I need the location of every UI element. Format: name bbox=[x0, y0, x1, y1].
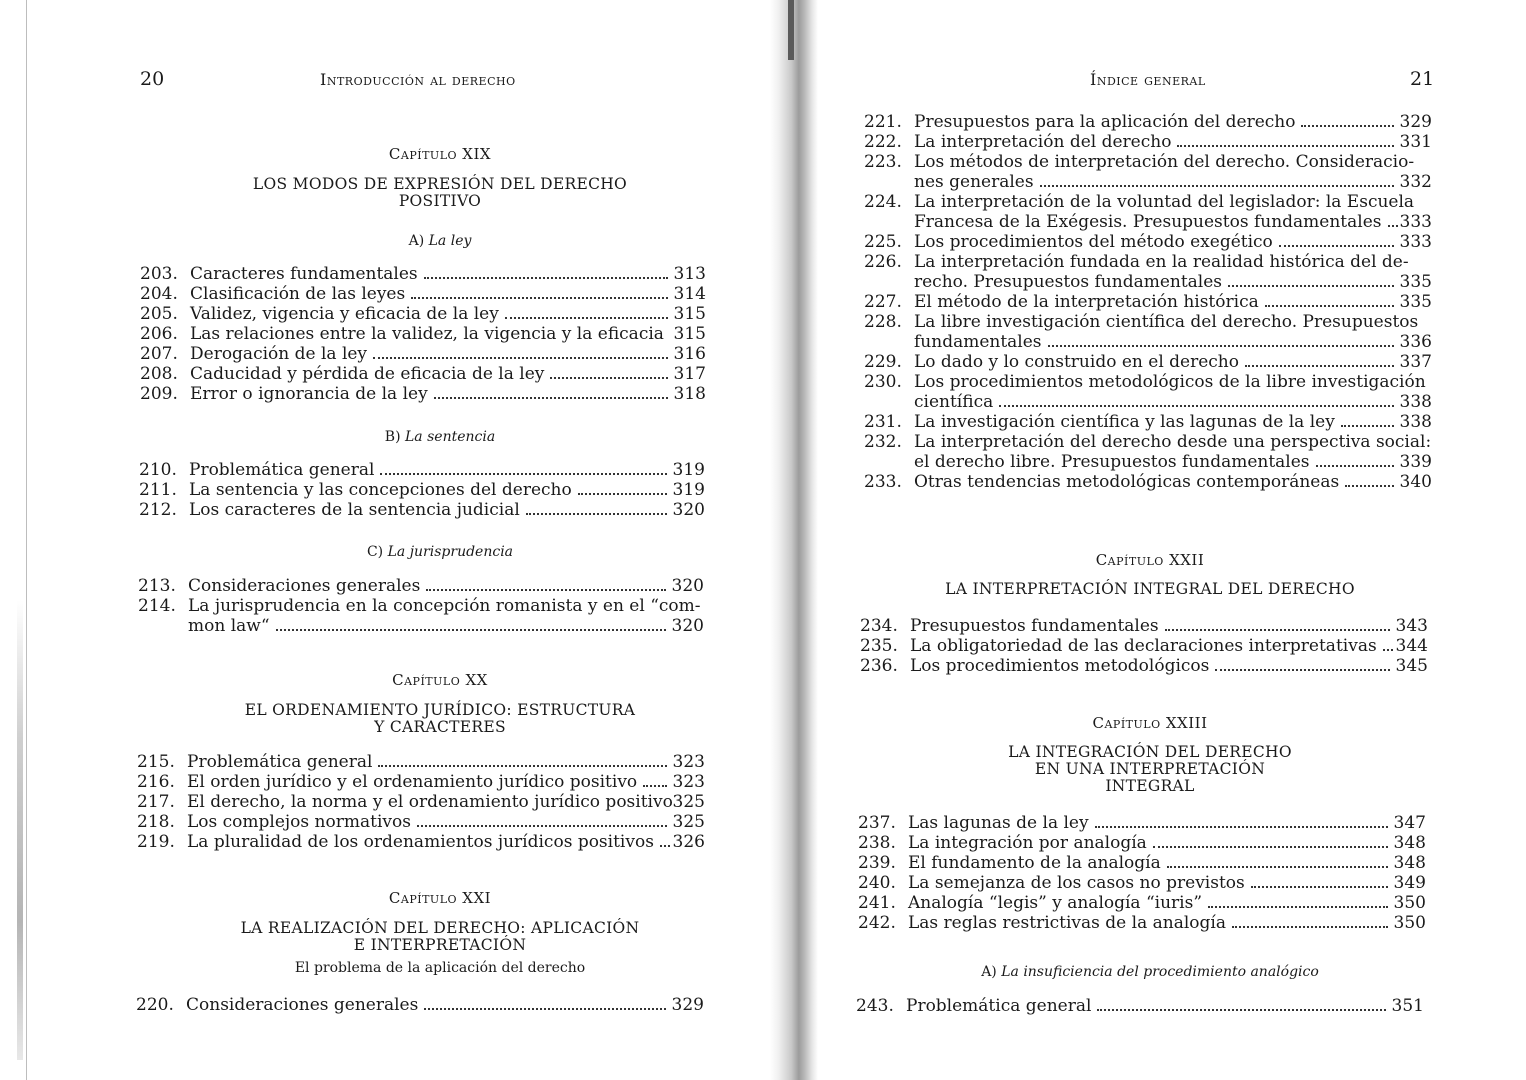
chapter-title bbox=[150, 176, 730, 210]
entry-page: 333 bbox=[1399, 212, 1432, 232]
dot-leader bbox=[426, 589, 666, 591]
entry-number: 228. bbox=[864, 312, 902, 332]
dot-leader bbox=[424, 277, 668, 279]
chapter-label: Capítulo XXII bbox=[1095, 551, 1205, 569]
toc-entry[interactable] bbox=[138, 576, 704, 596]
entry-number: 205. bbox=[140, 304, 178, 324]
entry-page: 323 bbox=[672, 772, 705, 792]
toc-entry[interactable] bbox=[864, 112, 1432, 132]
entry-page: 331 bbox=[1399, 132, 1432, 152]
dot-leader bbox=[1095, 826, 1388, 828]
dot-leader bbox=[1232, 926, 1388, 928]
entry-number: 230. bbox=[864, 372, 902, 392]
entry-title: El orden jurídico y el ordenamiento jurídico positivo bbox=[187, 772, 638, 792]
entry-number: 225. bbox=[864, 232, 902, 252]
entry-title-line: el derecho libre. Presupuestos fundamentales bbox=[914, 452, 1310, 472]
entry-title: Lo dado y lo construido en el derecho bbox=[914, 352, 1239, 372]
entry-title: La sentencia y las concepciones del derecho bbox=[189, 480, 572, 500]
toc-entry[interactable] bbox=[864, 432, 1432, 472]
entry-title: Las reglas restrictivas de la analogía bbox=[908, 913, 1226, 933]
dot-leader bbox=[1167, 866, 1388, 868]
chapter-label: Capítulo XX bbox=[392, 671, 488, 689]
toc-block bbox=[138, 576, 704, 636]
entry-page: 348 bbox=[1393, 853, 1426, 873]
toc-entry[interactable] bbox=[864, 372, 1432, 412]
dot-leader bbox=[1383, 649, 1393, 651]
entry-title: La semejanza de los casos no previstos bbox=[908, 873, 1245, 893]
entry-title: Clasificación de las leyes bbox=[190, 284, 406, 304]
entry-page: 347 bbox=[1393, 813, 1426, 833]
entry-page: 343 bbox=[1395, 616, 1428, 636]
entry-page: 339 bbox=[1399, 452, 1432, 472]
entry-page: 351 bbox=[1391, 996, 1424, 1016]
entry-number: 224. bbox=[864, 192, 902, 212]
entry-page: 319 bbox=[672, 480, 705, 500]
toc-entry[interactable] bbox=[864, 352, 1432, 372]
dot-leader bbox=[1251, 886, 1388, 888]
toc-entry[interactable] bbox=[137, 772, 705, 792]
entry-page: 338 bbox=[1399, 392, 1432, 412]
dot-leader bbox=[1048, 345, 1394, 347]
entry-number: 210. bbox=[139, 460, 177, 480]
entry-number: 206. bbox=[140, 324, 178, 344]
entry-title: El método de la interpretación histórica bbox=[914, 292, 1259, 312]
entry-title: Consideraciones generales bbox=[188, 576, 421, 596]
dot-leader bbox=[1177, 145, 1394, 147]
chapter-title-line: E INTERPRETACIÓN bbox=[353, 936, 527, 954]
toc-entry[interactable] bbox=[860, 656, 1428, 676]
entry-page: 315 bbox=[673, 324, 706, 344]
entry-title: Derogación de la ley bbox=[190, 344, 368, 364]
dot-leader bbox=[378, 765, 667, 767]
toc-entry[interactable] bbox=[140, 284, 706, 304]
entry-number: 226. bbox=[864, 252, 902, 272]
entry-page: 329 bbox=[1399, 112, 1432, 132]
entry-number: 243. bbox=[856, 996, 894, 1016]
entry-number: 229. bbox=[864, 352, 902, 372]
toc-block bbox=[864, 112, 1432, 492]
entry-number: 242. bbox=[858, 913, 896, 933]
dot-leader bbox=[434, 397, 668, 399]
entry-title-line: La jurisprudencia en la concepción romanista y en el “com- bbox=[188, 596, 701, 616]
page-number: 21 bbox=[1410, 68, 1435, 90]
entry-number: 240. bbox=[858, 873, 896, 893]
entry-title-line: La interpretación de la voluntad del legislador: la Escuela bbox=[914, 192, 1415, 212]
entry-number: 222. bbox=[864, 132, 902, 152]
toc-entry[interactable] bbox=[858, 873, 1426, 893]
toc-entry[interactable] bbox=[858, 913, 1426, 933]
subsection-title: La sentencia bbox=[405, 429, 496, 445]
toc-block bbox=[856, 996, 1424, 1016]
entry-title: Analogía “legis” y analogía “iuris” bbox=[908, 893, 1203, 913]
entry-title-line: Los métodos de interpretación del derecho. Consideracio- bbox=[914, 152, 1415, 172]
running-head: Índice general bbox=[1090, 70, 1206, 89]
chapter-title-line: Y CARACTERES bbox=[374, 718, 506, 736]
entry-number: 223. bbox=[864, 152, 902, 172]
dot-leader bbox=[373, 357, 668, 359]
entry-title: El derecho, la norma y el ordenamiento jurídico positivo bbox=[187, 792, 673, 812]
toc-block bbox=[140, 264, 706, 404]
subsection-letter: A) bbox=[981, 964, 997, 980]
entry-number: 219. bbox=[137, 832, 175, 852]
entry-title: La integración por analogía bbox=[908, 833, 1147, 853]
entry-title-line: recho. Presupuestos fundamentales bbox=[914, 272, 1223, 292]
entry-title: La pluralidad de los ordenamientos jurídicos positivos bbox=[187, 832, 654, 852]
running-head: Introducción al derecho bbox=[320, 70, 516, 89]
entry-page: 349 bbox=[1393, 873, 1426, 893]
entry-page: 319 bbox=[672, 460, 705, 480]
entry-page: 323 bbox=[672, 752, 705, 772]
entry-page: 350 bbox=[1393, 893, 1426, 913]
toc-entry[interactable] bbox=[860, 616, 1428, 636]
entry-page: 335 bbox=[1399, 292, 1432, 312]
toc-entry[interactable] bbox=[864, 232, 1432, 252]
dot-leader bbox=[1345, 485, 1394, 487]
dot-leader bbox=[380, 473, 667, 475]
entry-number: 216. bbox=[137, 772, 175, 792]
toc-block bbox=[136, 995, 704, 1015]
entry-page: 320 bbox=[671, 576, 704, 596]
entry-title: Los complejos normativos bbox=[187, 812, 411, 832]
dot-leader bbox=[1215, 669, 1390, 671]
entry-title: La obligatoriedad de las declaraciones interpretativas bbox=[910, 636, 1377, 656]
toc-entry[interactable] bbox=[136, 995, 704, 1015]
dot-leader bbox=[660, 845, 670, 847]
entry-number: 233. bbox=[864, 472, 902, 492]
dot-leader bbox=[424, 1008, 666, 1010]
toc-entry[interactable] bbox=[138, 596, 704, 636]
toc-entry[interactable] bbox=[137, 812, 705, 832]
entry-number: 239. bbox=[858, 853, 896, 873]
page-number: 20 bbox=[140, 68, 165, 90]
chapter-title-line: LA INTERPRETACIÓN INTEGRAL DEL DERECHO bbox=[945, 580, 1355, 598]
chapter-title bbox=[850, 744, 1450, 795]
entry-number: 208. bbox=[140, 364, 178, 384]
right-page bbox=[770, 0, 1526, 1080]
toc-entry[interactable] bbox=[864, 252, 1432, 292]
entry-page: 344 bbox=[1395, 636, 1428, 656]
toc-entry[interactable] bbox=[860, 636, 1428, 656]
toc-entry[interactable] bbox=[140, 304, 706, 324]
toc-block bbox=[858, 813, 1426, 933]
toc-entry[interactable] bbox=[140, 324, 706, 344]
entry-title: Otras tendencias metodológicas contemporáneas bbox=[914, 472, 1340, 492]
toc-entry[interactable] bbox=[140, 384, 706, 404]
toc-entry[interactable] bbox=[864, 192, 1432, 232]
subsection-title: La jurisprudencia bbox=[387, 544, 514, 560]
entry-number: 241. bbox=[858, 893, 896, 913]
chapter-title-line: INTEGRAL bbox=[1105, 777, 1195, 795]
toc-entry[interactable] bbox=[864, 312, 1432, 352]
entry-title-line: La interpretación fundada en la realidad histórica del de- bbox=[914, 252, 1409, 272]
toc-entry[interactable] bbox=[139, 500, 705, 520]
entry-page: 336 bbox=[1399, 332, 1432, 352]
entry-page: 313 bbox=[673, 264, 706, 284]
entry-title-line: Los procedimientos metodológicos de la libre investigación bbox=[914, 372, 1426, 392]
dot-leader bbox=[411, 297, 668, 299]
entry-number: 207. bbox=[140, 344, 178, 364]
entry-number: 234. bbox=[860, 616, 898, 636]
dot-leader bbox=[505, 317, 668, 319]
toc-entry[interactable] bbox=[864, 412, 1432, 432]
entry-page: 325 bbox=[672, 792, 705, 812]
subsection-title: La insuficiencia del procedimiento analógico bbox=[1001, 964, 1319, 980]
dot-leader bbox=[643, 785, 667, 787]
dot-leader bbox=[1245, 365, 1394, 367]
subsection-heading bbox=[850, 964, 1450, 980]
page-edge-line bbox=[26, 0, 27, 1080]
chapter-title-line: EN UNA INTERPRETACIÓN bbox=[1034, 760, 1266, 778]
dot-leader bbox=[999, 405, 1394, 407]
chapter-title-line: EL ORDENAMIENTO JURÍDICO: ESTRUCTURA bbox=[244, 701, 636, 719]
dot-leader bbox=[1388, 225, 1398, 227]
dot-leader bbox=[1341, 425, 1394, 427]
entry-page: 317 bbox=[673, 364, 706, 384]
entry-title: Presupuestos fundamentales bbox=[910, 616, 1159, 636]
subsection-heading bbox=[150, 429, 730, 445]
entry-page: 320 bbox=[672, 500, 705, 520]
entry-number: 236. bbox=[860, 656, 898, 676]
chapter-title-line: LA INTEGRACIÓN DEL DERECHO bbox=[1008, 743, 1292, 761]
subsection-heading bbox=[150, 233, 730, 249]
entry-number: 218. bbox=[137, 812, 175, 832]
entry-page: 314 bbox=[673, 284, 706, 304]
entry-page: 348 bbox=[1393, 833, 1426, 853]
scan-edge-shadow bbox=[17, 600, 23, 1060]
toc-block bbox=[137, 752, 705, 852]
subsection-letter: B) bbox=[384, 429, 401, 445]
toc-entry[interactable] bbox=[137, 832, 705, 852]
dot-leader bbox=[550, 377, 668, 379]
entry-title-line: Francesa de la Exégesis. Presupuestos fundamentales bbox=[914, 212, 1382, 232]
entry-number: 214. bbox=[138, 596, 176, 616]
entry-page: 318 bbox=[673, 384, 706, 404]
toc-entry[interactable] bbox=[858, 893, 1426, 913]
entry-number: 220. bbox=[136, 995, 174, 1015]
toc-entry[interactable] bbox=[139, 480, 705, 500]
chapter-title-line: LOS MODOS DE EXPRESIÓN DEL DERECHO bbox=[252, 175, 628, 193]
toc-entry[interactable] bbox=[864, 472, 1432, 492]
entry-page: 340 bbox=[1399, 472, 1432, 492]
dot-leader bbox=[276, 629, 666, 631]
toc-entry[interactable] bbox=[140, 364, 706, 384]
dot-leader bbox=[1040, 185, 1394, 187]
entry-title: Error o ignorancia de la ley bbox=[190, 384, 428, 404]
entry-number: 212. bbox=[139, 500, 177, 520]
entry-title: Validez, vigencia y eficacia de la ley bbox=[190, 304, 499, 324]
dot-leader bbox=[1097, 1009, 1386, 1011]
entry-number: 203. bbox=[140, 264, 178, 284]
entry-page: 333 bbox=[1399, 232, 1432, 252]
entry-title-line: mon law“ bbox=[188, 616, 270, 636]
entry-number: 215. bbox=[137, 752, 175, 772]
toc-entry[interactable] bbox=[858, 813, 1426, 833]
subsection-letter: C) bbox=[366, 544, 384, 560]
toc-entry[interactable] bbox=[140, 344, 706, 364]
dot-leader bbox=[1165, 629, 1390, 631]
entry-title: Caracteres fundamentales bbox=[190, 264, 418, 284]
toc-block bbox=[860, 616, 1428, 676]
entry-page: 320 bbox=[671, 616, 704, 636]
entry-page: 325 bbox=[672, 812, 705, 832]
subsection-letter: A) bbox=[408, 233, 425, 249]
entry-number: 232. bbox=[864, 432, 902, 452]
dot-leader bbox=[1301, 125, 1394, 127]
entry-page: 332 bbox=[1399, 172, 1432, 192]
chapter-title-line: POSITIVO bbox=[398, 192, 482, 210]
entry-title: Problemática general bbox=[189, 460, 375, 480]
subsection-title: La ley bbox=[428, 233, 472, 249]
chapter-label: Capítulo XIX bbox=[388, 145, 492, 163]
entry-page: 338 bbox=[1399, 412, 1432, 432]
dot-leader bbox=[1228, 285, 1394, 287]
chapter-title bbox=[130, 702, 750, 736]
entry-number: 211. bbox=[139, 480, 177, 500]
entry-title: Problemática general bbox=[906, 996, 1092, 1016]
toc-entry[interactable] bbox=[858, 833, 1426, 853]
dot-leader bbox=[1208, 906, 1388, 908]
toc-block bbox=[139, 460, 705, 520]
toc-entry[interactable] bbox=[858, 853, 1426, 873]
entry-number: 204. bbox=[140, 284, 178, 304]
toc-entry[interactable] bbox=[856, 996, 1424, 1016]
entry-title: Los procedimientos del método exegético bbox=[914, 232, 1273, 252]
chapter-label: Capítulo XXI bbox=[388, 889, 492, 907]
entry-number: 237. bbox=[858, 813, 896, 833]
entry-number: 213. bbox=[138, 576, 176, 596]
subsection-heading bbox=[150, 544, 730, 560]
chapter-label: Capítulo XXIII bbox=[1092, 714, 1208, 732]
entry-title-line: nes generales bbox=[914, 172, 1034, 192]
section-note: El problema de la aplicación del derecho bbox=[294, 960, 586, 976]
entry-number: 227. bbox=[864, 292, 902, 312]
entry-title: El fundamento de la analogía bbox=[908, 853, 1161, 873]
entry-title-line: La interpretación del derecho desde una perspectiva social: bbox=[914, 432, 1432, 452]
dot-leader bbox=[417, 825, 667, 827]
toc-entry[interactable] bbox=[137, 752, 705, 772]
entry-page: 326 bbox=[672, 832, 705, 852]
chapter-title bbox=[850, 581, 1450, 598]
toc-entry[interactable] bbox=[140, 264, 706, 284]
entry-page: 315 bbox=[673, 304, 706, 324]
dot-leader bbox=[1153, 846, 1388, 848]
entry-number: 235. bbox=[860, 636, 898, 656]
dot-leader bbox=[526, 513, 667, 515]
entry-title: Caducidad y pérdida de eficacia de la ley bbox=[190, 364, 545, 384]
entry-page: 350 bbox=[1393, 913, 1426, 933]
dot-leader bbox=[1279, 245, 1394, 247]
entry-page: 335 bbox=[1399, 272, 1432, 292]
dot-leader bbox=[1265, 305, 1394, 307]
entry-number: 231. bbox=[864, 412, 902, 432]
entry-title: Presupuestos para la aplicación del derecho bbox=[914, 112, 1296, 132]
entry-title: Las relaciones entre la validez, la vigencia y la eficacia bbox=[190, 324, 664, 344]
entry-title: Las lagunas de la ley bbox=[908, 813, 1089, 833]
entry-number: 221. bbox=[864, 112, 902, 132]
toc-entry[interactable] bbox=[139, 460, 705, 480]
entry-title: Los procedimientos metodológicos bbox=[910, 656, 1210, 676]
entry-title: Problemática general bbox=[187, 752, 373, 772]
toc-entry[interactable] bbox=[137, 792, 705, 812]
entry-title: La interpretación del derecho bbox=[914, 132, 1172, 152]
entry-title: La investigación científica y las lagunas de la ley bbox=[914, 412, 1335, 432]
chapter-title-line: LA REALIZACIÓN DEL DERECHO: APLICACIÓN bbox=[240, 919, 640, 937]
entry-title-line: científica bbox=[914, 392, 994, 412]
chapter-title bbox=[120, 920, 760, 954]
toc-entry[interactable] bbox=[864, 292, 1432, 312]
dot-leader bbox=[1316, 465, 1394, 467]
entry-number: 238. bbox=[858, 833, 896, 853]
entry-page: 345 bbox=[1395, 656, 1428, 676]
entry-title-line: La libre investigación científica del derecho. Presupuestos bbox=[914, 312, 1419, 332]
entry-title: Los caracteres de la sentencia judicial bbox=[189, 500, 520, 520]
entry-title: Consideraciones generales bbox=[186, 995, 419, 1015]
dot-leader bbox=[578, 493, 667, 495]
entry-page: 337 bbox=[1399, 352, 1432, 372]
entry-page: 329 bbox=[671, 995, 704, 1015]
toc-entry[interactable] bbox=[864, 152, 1432, 192]
entry-number: 209. bbox=[140, 384, 178, 404]
entry-title-line: fundamentales bbox=[914, 332, 1042, 352]
entry-number: 217. bbox=[137, 792, 175, 812]
entry-page: 316 bbox=[673, 344, 706, 364]
toc-entry[interactable] bbox=[864, 132, 1432, 152]
